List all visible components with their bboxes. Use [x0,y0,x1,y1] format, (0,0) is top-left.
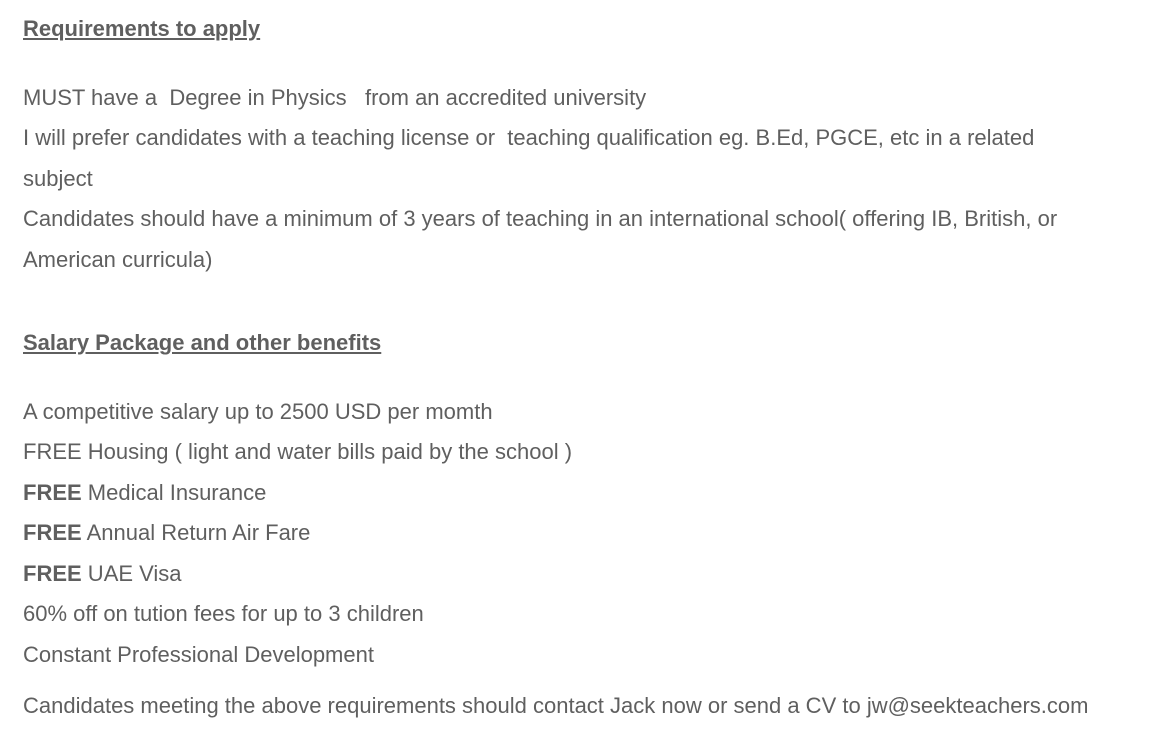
contact-text: Candidates meeting the above requirements should contact Jack now or send a CV to [23,693,867,718]
requirement-license-cont: subject [23,166,93,191]
benefit-airfare-text: Annual Return Air Fare [81,520,311,545]
benefit-visa-text: UAE Visa [81,561,182,586]
benefits-heading: Salary Package and other benefits [23,330,382,355]
requirement-experience-cont: American curricula) [23,247,213,272]
requirement-experience: Candidates should have a minimum of 3 years of teaching in an international school( offering IB, British, or [23,206,1058,231]
benefit-tuition: 60% off on tution fees for up to 3 children [23,601,424,626]
requirements-heading: Requirements to apply [23,16,261,41]
contact-line [23,691,1088,721]
benefit-medical [23,478,266,508]
benefit-visa [23,559,182,589]
free-label: FREE [23,561,82,586]
benefit-airfare [23,518,310,548]
free-label: FREE [23,480,82,505]
requirement-license: I will prefer candidates with a teaching license or teaching qualification eg. B.Ed, PGCE, etc in a related [23,125,1035,150]
contact-email-link[interactable]: jw@seekteachers.com [866,693,1089,718]
benefit-salary: A competitive salary up to 2500 USD per momth [23,399,493,424]
benefit-medical-text: Medical Insurance [81,480,267,505]
benefit-development: Constant Professional Development [23,642,374,667]
benefit-housing: FREE Housing ( light and water bills paid by the school ) [23,439,573,464]
free-label: FREE [23,520,82,545]
requirement-degree: MUST have a Degree in Physics from an accredited university [23,85,647,110]
